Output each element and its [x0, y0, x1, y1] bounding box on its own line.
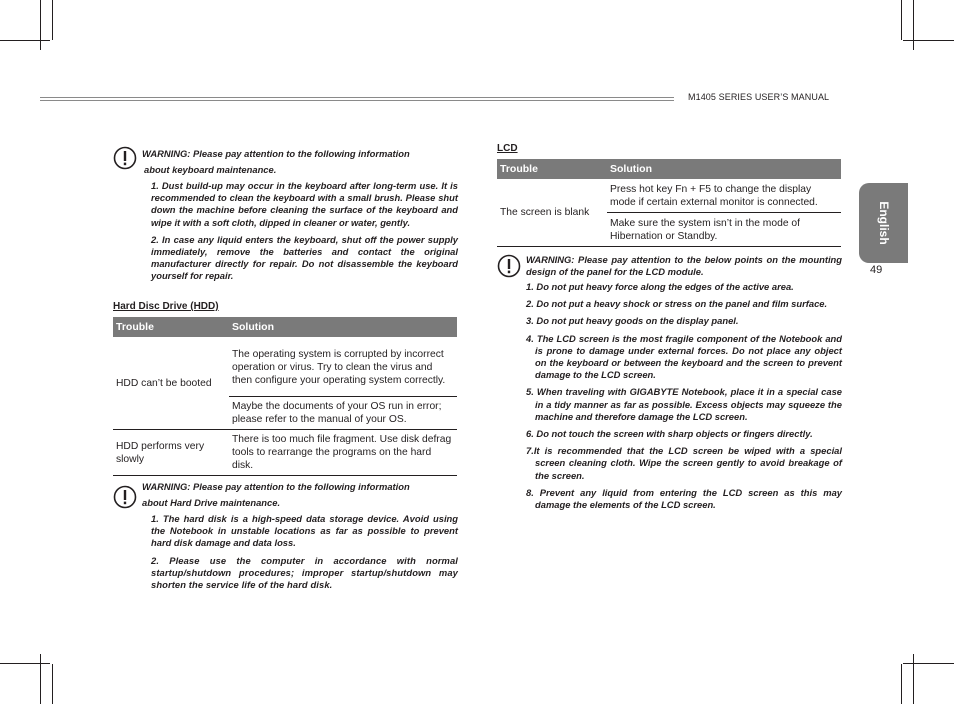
crop-mark	[52, 664, 53, 704]
solution-cell: Press hot key Fn + F5 to change the display mode if certain external monitor is connected.	[607, 179, 841, 213]
warning-title: WARNING: Please pay attention to the below points on the mounting design of the panel for the LCD module.	[526, 254, 842, 277]
table-row	[113, 430, 457, 476]
warning-icon	[113, 146, 137, 170]
table-row	[113, 337, 457, 397]
solution-cell: There is too much file fragment. Use disk defrag tools to rearrange the programs on the hard disk.	[229, 430, 457, 476]
section-title-hdd: Hard Disc Drive (HDD)	[113, 301, 219, 312]
warning-item: 2. In case any liquid enters the keyboard, shut off the power supply immediately, remove the batteries and contact the original manufacturer directly for repair. Do not disassemble the keyboard yourself for repair.	[151, 233, 458, 282]
hdd-troubleshooting-table	[113, 317, 457, 476]
solution-cell: Maybe the documents of your OS run in error; please refer to the manual of your OS.	[229, 397, 457, 430]
table-header-row	[113, 317, 457, 337]
crop-mark	[0, 663, 50, 664]
warning-item: 4. The LCD screen is the most fragile component of the Notebook and is prone to damage under external forces. Do not place any object on the keyboard or between the keyboard and the screen to prevent damage to the LCD screen.	[526, 332, 842, 381]
crop-mark	[901, 664, 902, 704]
lcd-troubleshooting-table	[497, 159, 841, 247]
crop-mark	[40, 654, 41, 704]
column-header-solution: Solution	[229, 317, 457, 337]
column-header-trouble: Trouble	[497, 159, 607, 179]
warning-title: about keyboard maintenance.	[144, 164, 277, 175]
warning-list	[151, 513, 458, 591]
crop-mark	[913, 654, 914, 704]
warning-item: 5. When traveling with GIGABYTE Notebook, place it in a special case in a tidy manner as far as possible. Excess objects may squeeze the machine and therefore damage the LCD screen.	[526, 386, 842, 422]
warning-item: 2. Do not put a heavy shock or stress on the panel and film surface.	[526, 298, 828, 310]
warning-item: 2. Please use the computer in accordance with normal startup/shutdown procedures; improper startup/shutdown may shorten the service life of the hard disk.	[151, 554, 458, 591]
lcd-warning	[497, 254, 842, 511]
language-tab-label: English	[876, 201, 891, 245]
warning-list	[151, 180, 458, 283]
hdd-warning	[113, 479, 458, 591]
crop-mark	[903, 663, 954, 664]
keyboard-warning	[113, 146, 458, 283]
warning-item: 6. Do not touch the screen with sharp objects or fingers directly.	[526, 428, 813, 440]
trouble-cell: HDD can’t be booted	[113, 337, 229, 430]
solution-cell: Make sure the system isn’t in the mode of Hibernation or Standby.	[607, 213, 841, 247]
crop-mark	[40, 0, 41, 50]
solution-cell: The operating system is corrupted by incorrect operation or virus. Try to clean the virus and then configure your operating system correctly.	[229, 337, 457, 397]
column-header-trouble: Trouble	[113, 317, 229, 337]
crop-mark	[0, 40, 50, 41]
warning-title: WARNING: Please pay attention to the following information	[142, 148, 410, 159]
warning-list	[526, 281, 842, 511]
table-header-row	[497, 159, 841, 179]
warning-item: 1. Dust build-up may occur in the keyboard after long-term use. It is recommended to clean the keyboard with a small brush. Please shut down the machine before cleaning the surface of the keyboard and wipe it with a soft cloth, dipped in cleaner or water, gently.	[151, 180, 458, 228]
trouble-cell: HDD performs very slowly	[113, 430, 229, 476]
warning-item: 8. Prevent any liquid from entering the LCD screen as this may damage the elements of the LCD screen.	[526, 486, 842, 511]
crop-mark	[903, 40, 954, 41]
table-row	[497, 179, 841, 213]
crop-mark	[901, 0, 902, 40]
page-number: 49	[870, 264, 883, 276]
header-rule	[40, 97, 674, 101]
warning-item: 1. Do not put heavy force along the edges of the active area.	[526, 281, 794, 292]
column-header-solution: Solution	[607, 159, 841, 179]
warning-title: about Hard Drive maintenance.	[142, 497, 281, 508]
crop-mark	[52, 0, 53, 40]
manual-title: M1405 SERIES USER’S MANUAL	[688, 92, 830, 102]
warning-item: 3. Do not put heavy goods on the display panel.	[526, 315, 739, 327]
warning-icon	[113, 485, 137, 509]
warning-title: WARNING: Please pay attention to the following information	[142, 481, 410, 492]
crop-mark	[913, 0, 914, 50]
language-tab	[859, 183, 908, 263]
warning-item: 7.It is recommended that the LCD screen be wiped with a special screen cleaning cloth. Wipe the screen gently to avoid breakage of the screen.	[526, 445, 842, 481]
warning-icon	[497, 254, 521, 278]
trouble-cell: The screen is blank	[497, 179, 607, 247]
section-title-lcd: LCD	[497, 143, 518, 154]
warning-item: 1. The hard disk is a high-speed data storage device. Avoid using the Notebook in unstable locations as far as possible to prevent hard disk damage and data loss.	[151, 513, 458, 549]
